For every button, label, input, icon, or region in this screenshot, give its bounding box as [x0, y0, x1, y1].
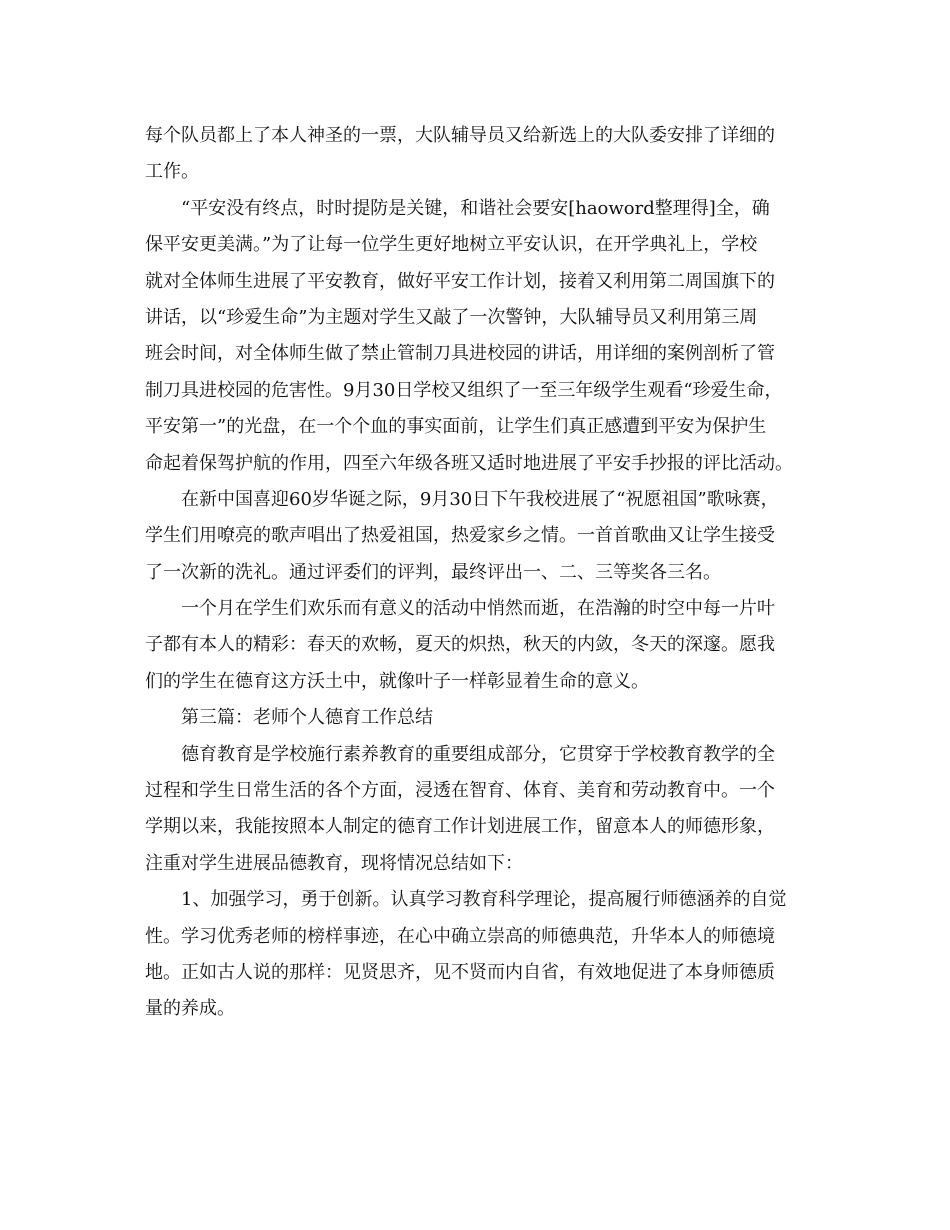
text-line: 了一次新的洗礼。通过评委们的评判，最终评出一、二、三等奖各三名。 [145, 561, 721, 583]
text-line: 子都有本人的精彩：春天的欢畅，夏天的炽热，秋天的内敛，冬天的深邃。愿我 [145, 634, 775, 656]
text-line: 制刀具进校园的危害性。9月30日学校又组织了一至三年级学生观看“珍爱生命， [145, 379, 783, 401]
text-line: 在新中国喜迎60岁华诞之际，9月30日下午我校进展了“祝愿祖国”歌咏赛， [181, 488, 779, 510]
text-line: 学期以来，我能按照本人制定的德育工作计划进展工作，留意本人的师德形象， [145, 816, 775, 838]
text-line: 1、加强学习，勇于创新。认真学习教育科学理论，提高履行师德涵养的自觉 [181, 889, 787, 911]
text-line: 命起着保驾护航的作用，四至六年级各班又适时地进展了平安手抄报的评比活动。 [145, 452, 793, 474]
text-line: 学生们用嘹亮的歌声唱出了热爱祖国，热爱家乡之情。一首首歌曲又让学生接受 [145, 525, 775, 547]
text-line: 讲话，以“珍爱生命”为主题对学生又敲了一次警钟，大队辅导员又利用第三周 [145, 306, 758, 328]
text-line: 每个队员都上了本人神圣的一票，大队辅导员又给新选上的大队委安排了详细的 [145, 125, 775, 146]
text-line: 德育教育是学校施行素养教育的重要组成部分，它贯穿于学校教育教学的全 [181, 743, 775, 765]
document-body [145, 118, 810, 1028]
text-line: “平安没有终点，时时提防是关键，和谐社会要安[haoword整理得]全，确 [181, 197, 770, 219]
text-line: 性。学习优秀老师的榜样事迹，在心中确立崇高的师德典范，升华本人的师德境 [145, 925, 775, 947]
text-line: 注重对学生进展品德教育，现将情况总结如下： [145, 852, 523, 874]
text-line: 工作。 [145, 161, 199, 183]
text-line: 一个月在学生们欢乐而有意义的活动中悄然而逝，在浩瀚的时空中每一片叶 [181, 598, 775, 620]
text-line: 过程和学生日常生活的各个方面，浸透在智育、体育、美育和劳动教育中。一个 [145, 780, 775, 802]
text-line: 班会时间，对全体师生做了禁止管制刀具进校园的讲话，用详细的案例剖析了管 [145, 343, 775, 365]
text-line: 们的学生在德育这方沃土中，就像叶子一样彰显着生命的意义。 [145, 670, 649, 692]
section-heading: 第三篇：老师个人德育工作总结 [181, 707, 433, 729]
text-line: 地。正如古人说的那样：见贤思齐，见不贤而内自省，有效地促进了本身师德质 [145, 961, 775, 983]
text-line: 量的养成。 [145, 998, 235, 1020]
text-line: 平安第一”的光盘，在一个个血的事实面前，让学生们真正感遭到平安为保护生 [145, 416, 767, 438]
text-line: 就对全体师生进展了平安教育，做好平安工作计划，接着又利用第二周国旗下的 [145, 270, 775, 292]
text-line: 保平安更美满。”为了让每一位学生更好地树立平安认识，在开学典礼上，学校 [145, 234, 758, 256]
